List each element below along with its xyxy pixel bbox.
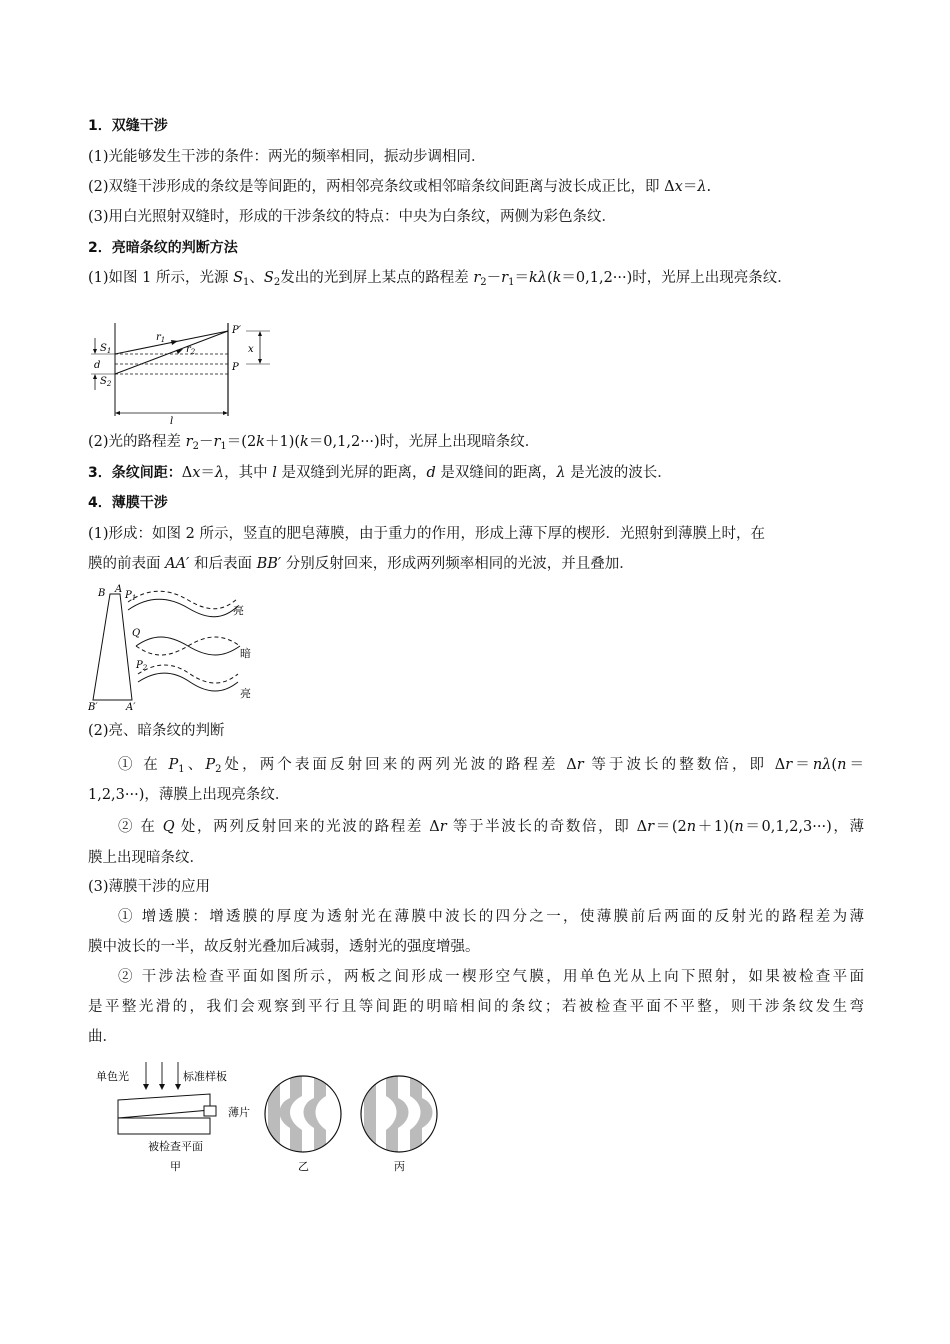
- heading-double-slit: 1．双缝干涉: [88, 118, 168, 134]
- l-arrowhead-left: [115, 411, 120, 415]
- para-s4-c1b: 1,2,3···)，薄膜上出现亮条纹．: [88, 787, 290, 803]
- label-b-prime: B′: [88, 702, 98, 712]
- shim: [204, 1106, 216, 1116]
- d-arrowhead-bottom: [93, 374, 97, 379]
- label-jia: 甲: [170, 1160, 181, 1173]
- arrow-r2: [176, 349, 183, 354]
- label-s1: $S_1$: [100, 343, 112, 355]
- label-p2: $P_2$: [136, 660, 148, 672]
- para-s4-1a: (1)形成：如图 2 所示，竖直的肥皂薄膜，由于重力的作用，形成上薄下厚的楔形．光照射到薄膜上时，在: [88, 526, 765, 542]
- wedge-film: [93, 594, 132, 700]
- label-p1: $P_1$: [125, 590, 137, 602]
- x-arrowhead-bottom: [258, 359, 262, 364]
- light-arrowhead-2: [159, 1084, 165, 1090]
- label-yi: 乙: [298, 1160, 309, 1173]
- x-arrowhead-top: [258, 331, 262, 336]
- para-s4-c2b: 膜上出现暗条纹．: [88, 850, 204, 866]
- label-x: x: [248, 344, 254, 355]
- para-s4-a2c: 曲．: [88, 1029, 117, 1045]
- label-a: A: [115, 584, 123, 595]
- arrow-r1: [171, 340, 178, 345]
- light-arrowhead-3: [175, 1084, 181, 1090]
- para-s4-3: (3)薄膜干涉的应用: [88, 879, 211, 895]
- para-s1-3: (3)用白光照射双缝时，形成的干涉条纹的特点：中央为白条纹，两侧为彩色条纹．: [88, 209, 617, 225]
- standard-plate: [118, 1094, 210, 1118]
- label-standard-plate: 标准样板: [183, 1070, 227, 1083]
- l-arrowhead-right: [223, 411, 228, 415]
- para-s4-a1a: ① 增透膜：增透膜的厚度为透射光在薄膜中波长的四分之一，使薄膜前后两面的反射光的路程差为薄: [118, 909, 864, 925]
- para-s4-1b: 膜的前表面 AA′ 和后表面 BB′ 分别反射回来，形成两列频率相同的光波，并且叠加．: [88, 556, 634, 572]
- wave-p2-solid: [138, 673, 238, 691]
- label-d: d: [94, 360, 101, 371]
- label-p: P: [232, 362, 239, 373]
- para-s4-a1b: 膜中波长的一半，故反射光叠加后减弱，透射光的强度增强。: [88, 939, 480, 955]
- wave-q-solid: [136, 637, 240, 655]
- label-dark: 暗: [240, 647, 251, 660]
- label-bright-1: 亮: [233, 604, 244, 617]
- para-s1-1: (1)光能够发生干涉的条件：两光的频率相同，振动步调相同．: [88, 149, 486, 165]
- label-l: l: [170, 416, 174, 426]
- figure-flatness-test: [90, 1058, 450, 1180]
- label-s2: $S_2$: [100, 376, 112, 388]
- label-a-prime: A′: [126, 702, 136, 712]
- label-bing: 丙: [394, 1160, 405, 1173]
- wave-p1-dashed: [128, 591, 238, 609]
- para-s3: 3．条纹间距：Δx＝λ，其中 l 是双缝到光屏的距离，d 是双缝间的距离，λ 是光波的波长．: [88, 465, 672, 481]
- ray-r2: [115, 331, 228, 374]
- para-s4-2: (2)亮、暗条纹的判断: [88, 723, 225, 739]
- heading-thin-film: 4．薄膜干涉: [88, 495, 168, 511]
- light-arrowhead-1: [143, 1084, 149, 1090]
- heading-fringe-judgement: 2．亮暗条纹的判断方法: [88, 240, 238, 256]
- d-arrowhead-top: [93, 349, 97, 354]
- label-r1: $r_1$: [156, 332, 166, 344]
- para-s1-2: (2)双缝干涉形成的条纹是等间距的，两相邻亮条纹或相邻暗条纹间距离与波长成正比，即 Δx＝λ.: [88, 179, 712, 195]
- label-test-surface: 被检查平面: [148, 1140, 203, 1153]
- figure-soap-film: [88, 582, 268, 712]
- label-monochrome-light: 单色光: [96, 1070, 129, 1083]
- label-bright-2: 亮: [240, 687, 251, 700]
- label-r2: $r_2$: [186, 344, 196, 356]
- label-p-prime: P′: [232, 325, 241, 336]
- label-shim: 薄片: [228, 1106, 250, 1119]
- figure-double-slit: [88, 318, 278, 426]
- label-q: Q: [132, 628, 141, 639]
- test-surface: [118, 1118, 210, 1134]
- para-s4-c1a: ① 在 $P_1$、$P_2$处，两个表面反射回来的两列光波的路程差 Δr 等于波长的整数倍，即 Δr＝nλ(n＝: [118, 757, 864, 775]
- para-s2-2: (2)光的路程差 $r_2-r_1=(2k+1)(k=0,1,2\cdot\cdot\cdot)$时，光屏上出现暗条纹．: [88, 434, 540, 452]
- para-s2-1: (1)如图 1 所示，光源 $S_1$、$S_2$发出的光到屏上某点的路程差 $r_2-r_1=k\lambda(k=0,1,2\cdot\cdot\cdot)$时，光屏上出现亮条纹．: [88, 270, 792, 288]
- label-b: B: [98, 588, 106, 599]
- para-s4-a2a: ② 干涉法检查平面如图所示，两板之间形成一楔形空气膜，用单色光从上向下照射，如果被检查平面: [118, 969, 864, 985]
- para-s4-c2a: ② 在 Q 处，两列反射回来的光波的路程差 Δr 等于半波长的奇数倍，即 Δr＝(2n＋1)(n＝0,1,2,3···)，薄: [118, 819, 865, 835]
- para-s4-a2b: 是平整光滑的，我们会观察到平行且等间距的明暗相间的条纹；若被检查平面不平整，则干涉条纹发生弯: [88, 999, 864, 1015]
